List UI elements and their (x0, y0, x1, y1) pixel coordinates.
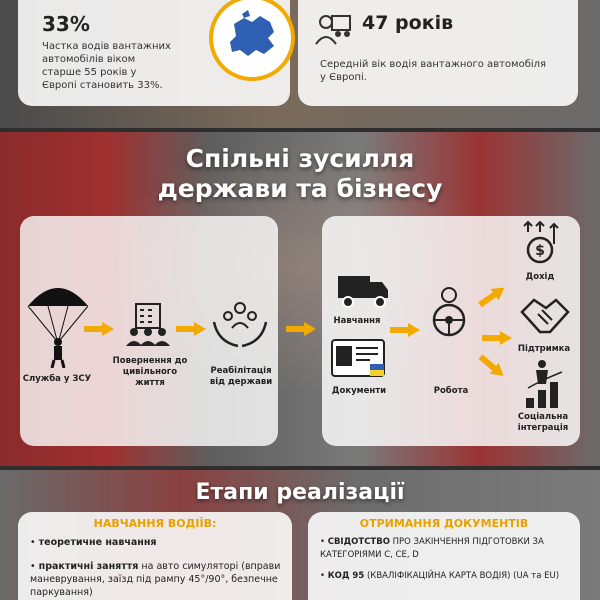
handshake-icon (520, 294, 570, 340)
step-integration-label: Соціальна інтеграція (517, 412, 569, 433)
steering-wheel-driver-icon (426, 286, 472, 342)
stat-card-left (18, 0, 290, 106)
section-title-line2: держави та бізнесу (157, 174, 443, 203)
step-training-label: Навчання (333, 316, 381, 326)
documents-heading: ОТРИМАННЯ ДОКУМЕНТІВ (359, 517, 529, 530)
parachute-soldier-icon (26, 278, 90, 372)
arrow-icon (390, 322, 420, 341)
svg-text:$: $ (535, 243, 545, 259)
stat-value-right: 47 років (362, 12, 454, 34)
step-work-label: Робота (433, 386, 469, 396)
truck-icon (336, 274, 390, 312)
stat-value-left: 33% (42, 12, 90, 36)
training-heading: НАВЧАННЯ ВОДІЇВ: (93, 517, 217, 530)
growth-bars-person-icon (522, 358, 568, 412)
section-title-line1: Спільні зусилля (185, 144, 415, 173)
people-building-icon (124, 302, 172, 350)
stages-section (0, 470, 600, 600)
arrow-icon (286, 321, 316, 340)
joint-efforts-section (0, 132, 600, 466)
step-return-label: Повернення до цивільного життя (112, 356, 188, 388)
step-service-label: Служба у ЗСУ (22, 374, 92, 384)
stat-text-left: Частка водів вантажних автомобілів віком старше 55 років у Європі становить 33%. (42, 41, 171, 91)
stat-card-right (298, 0, 578, 106)
arrow-icon (482, 330, 512, 349)
id-card-icon (330, 338, 386, 382)
arrow-icon (84, 321, 114, 340)
step-documents-label: Документи (331, 386, 387, 396)
step-income-label: Дохід (525, 272, 555, 282)
list-item: • теоретичне навчання (30, 537, 157, 548)
stages-title: Етапи реалізації (195, 480, 405, 505)
truck-driver-icon (314, 12, 352, 50)
europe-map-icon (208, 0, 296, 86)
arrow-icon (176, 321, 206, 340)
list-item: • КОД 95 (КВАЛІФІКАЦІЙНА КАРТА ВОДІЯ) (UA та EU) (320, 571, 560, 581)
stat-text-right: Середній вік водія вантажного автомобіля у Європі. (320, 59, 547, 83)
step-rehab-label: Реабілітація від держави (209, 366, 273, 387)
documents-card (308, 512, 580, 600)
stats-section (0, 0, 600, 128)
list-item: • СВІДОТСТВО ПРО ЗАКІНЧЕННЯ ПІДГОТОВКИ ЗА КАТЕГОРІЯМИ C, CE, D (320, 537, 544, 560)
training-card (18, 512, 292, 600)
money-growth-icon (522, 220, 568, 268)
list-item: • практичні заняття на авто симуляторі (вправи маневрування, заїзд під рампу 45°/90°, безпечне паркування) (30, 561, 281, 598)
step-support-label: Підтримка (517, 344, 571, 354)
caring-hands-icon (210, 298, 270, 354)
